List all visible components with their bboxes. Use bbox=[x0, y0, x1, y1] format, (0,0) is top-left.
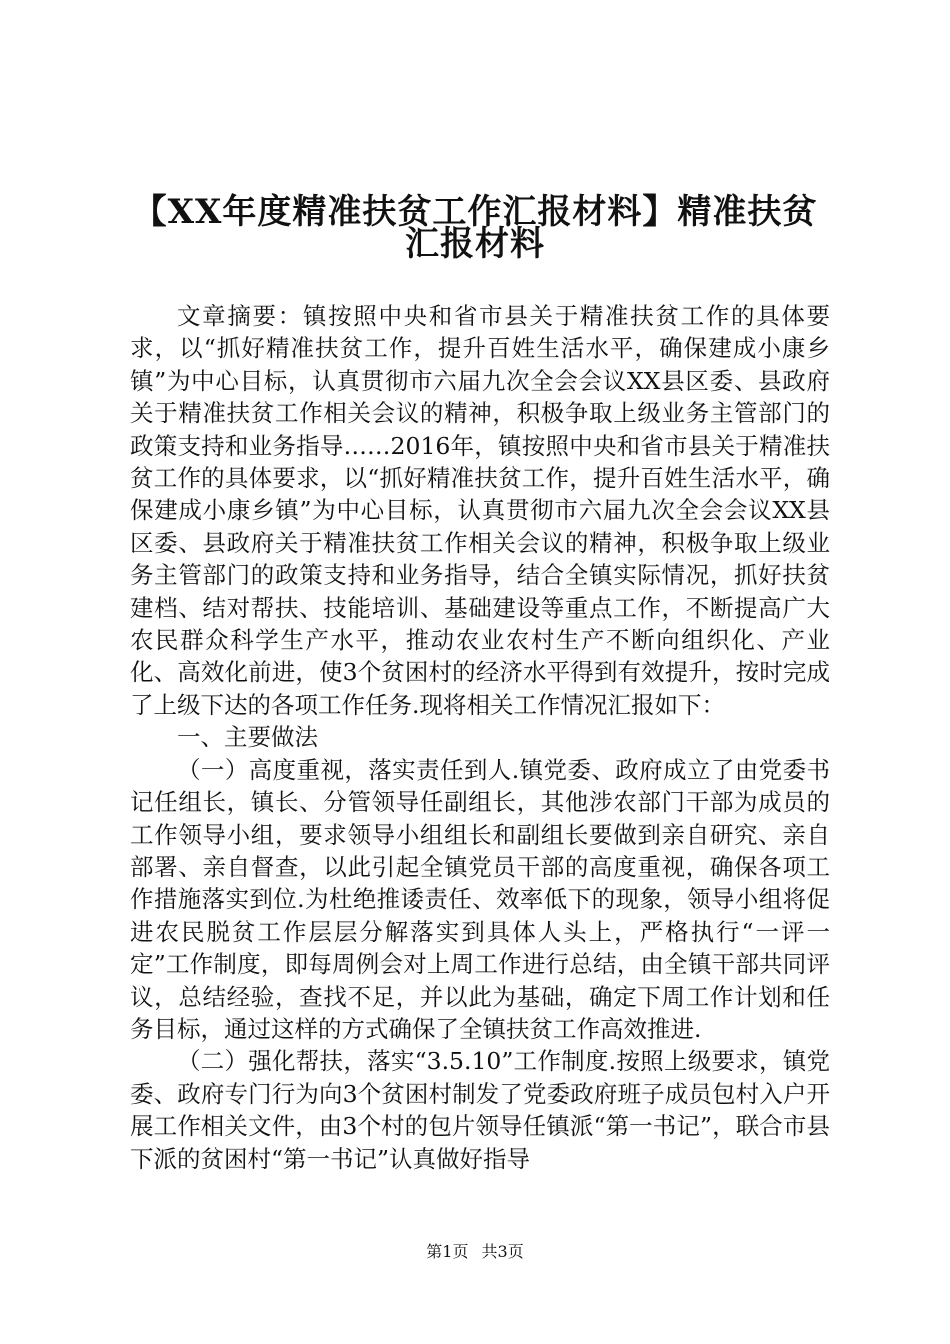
document-body bbox=[130, 300, 830, 1175]
paragraph-section-2: （二）强化帮扶，落实“3.5.10”工作制度.按照上级要求，镇党委、政府专门行为向3个贫困村制发了党委政府班子成员包村入户开展工作相关文件，由3个村的包片领导任镇派“第一书记”，联合市县下派的贫困村“第一书记”认真做好指导 bbox=[130, 1047, 830, 1173]
paragraph-abstract: 文章摘要：镇按照中央和省市县关于精准扶贫工作的具体要求，以“抓好精准扶贫工作，提升百姓生活水平，确保建成小康乡镇”为中心目标，认真贯彻市六届九次全会会议XX县区委、县政府关于精准扶贫工作相关会议的精神，积极争取上级业务主管部门的政策支持和业务指导……2016年，镇按照中央和省市县关于精准扶贫工作的具体要求，以“抓好精准扶贫工作，提升百姓生活水平，确保建成小康乡镇”为中心目标，认真贯彻市六届九次全会会议XX县区委、县政府关于精准扶贫工作相关会议的精神，积极争取上级业务主管部门的政策支持和业务指导，结合全镇实际情况，抓好扶贫建档、结对帮扶、技能培训、基础建设等重点工作，不断提高广大农民群众科学生产水平，推动农业农村生产不断向组织化、产业化、高效化前进，使3个贫困村的经济水平得到有效提升，按时完成了上级下达的各项工作任务.现将相关工作情况汇报如下： bbox=[130, 302, 830, 719]
document-title-line-2: 汇报材料 bbox=[405, 224, 545, 264]
page-total: 共3页 bbox=[481, 1242, 524, 1261]
section-heading: 一、主要做法 bbox=[177, 723, 318, 752]
page-footer bbox=[0, 1242, 950, 1262]
page-number: 第1页 bbox=[426, 1242, 469, 1261]
paragraph-section-1: （一）高度重视，落实责任到人.镇党委、政府成立了由党委书记任组长，镇长、分管领导任副组长，其他涉农部门干部为成员的工作领导小组，要求领导小组组长和副组长要做到亲自研究、亲自部署、亲自督查，以此引起全镇党员干部的高度重视，确保各项工作措施落实到位.为杜绝推诿责任、效率低下的现象，领导小组将促进农民脱贫工作层层分解落实到具体人头上，严格执行“一评一定”工作制度，即每周例会对上周工作进行总结，由全镇干部共同评议，总结经验，查找不足，并以此为基础，确定下周工作计划和任务目标，通过这样的方式确保了全镇扶贫工作高效推进. bbox=[130, 755, 830, 1043]
document-title-line-1: 【XX年度精准扶贫工作汇报材料】精准扶贫 bbox=[132, 192, 818, 232]
